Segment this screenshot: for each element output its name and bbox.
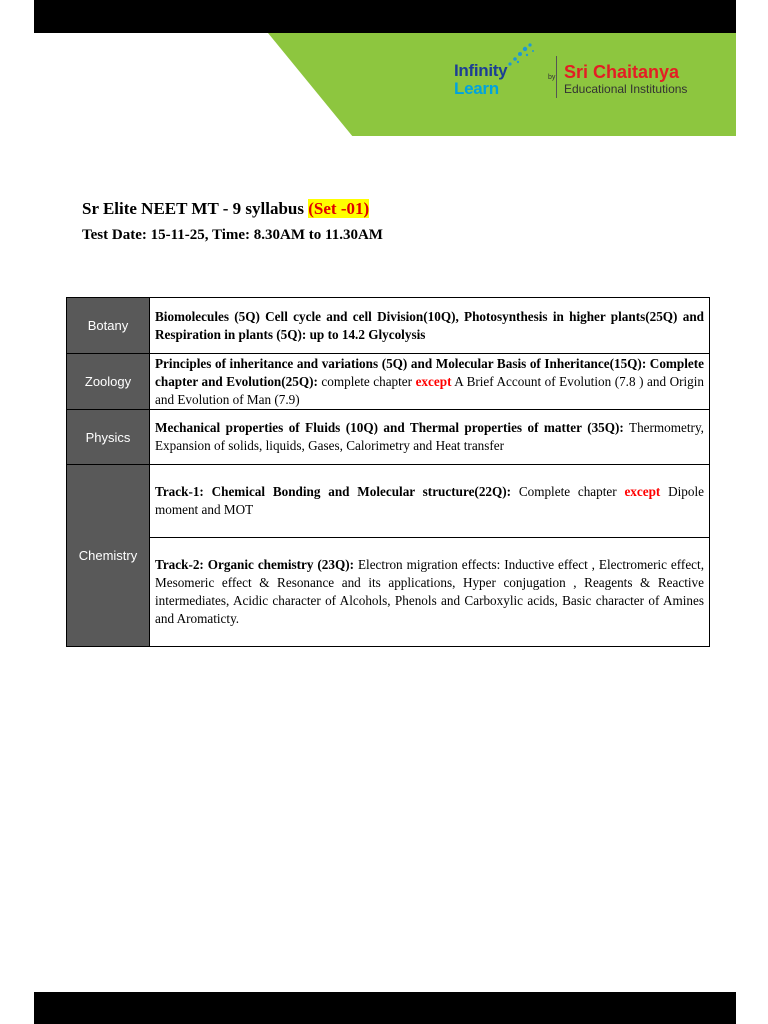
bottom-black-bar: [34, 992, 736, 1024]
syllabus-cell-botany: [150, 298, 710, 354]
physics-topics: Mechanical properties of Fluids (10Q) and Thermal properties of matter (35Q):: [155, 420, 624, 435]
set-label: (Set -01): [308, 199, 370, 218]
zoology-scope: complete chapter: [317, 373, 416, 389]
page-title: [82, 199, 369, 219]
table-row: [67, 538, 710, 647]
chemistry-track1-scope: Complete chapter: [511, 484, 625, 499]
botany-topics: Biomolecules (5Q) Cell cycle and cell Division(10Q), Photosynthesis in higher plants(25Q) and Respiration in plants (5Q): up to 14.2 Glycolysis: [155, 308, 704, 342]
zoology-except: except: [415, 373, 452, 389]
subject-cell-physics: Physics: [67, 410, 150, 465]
chemistry-track1-exclusions: Dipole moment and MOT: [155, 484, 704, 517]
physics-subtopics: Thermometry, Expansion of solids, liquids, Gases, Calorimetry and Heat transfer: [155, 420, 704, 453]
brand-learn: Learn: [454, 79, 499, 98]
brand-infinity: Infinity: [454, 61, 508, 80]
table-row: [67, 410, 710, 465]
title-text: Sr Elite NEET MT - 9 syllabus: [82, 199, 304, 218]
syllabus-cell-chemistry-track2: [150, 538, 710, 647]
chemistry-track2-subtopics: Electron migration effects: Inductive effect , Electromeric effect, Mesomeric effect & Resonance and its applications, Hyper conjugation , Reagents & Reactive intermediates, Acidic character of Alcohols, Phenols and Carboxylic acids, Basic character of Amines and Aromaticty.: [155, 557, 704, 626]
brand-by: by: [548, 74, 556, 81]
zoology-topics: Principles of inheritance and variations (5Q) and Molecular Basis of Inheritance(15Q): Complete chapter and Evolution(25Q):: [155, 355, 704, 389]
subject-cell-zoology: Zoology: [67, 354, 150, 410]
table-row: [67, 465, 710, 538]
syllabus-cell-chemistry-track1: [150, 465, 710, 538]
table-row: [67, 354, 710, 410]
chemistry-track1-except: except: [624, 484, 661, 499]
syllabus-cell-zoology: [150, 354, 710, 410]
institution-name: Sri Chaitanya: [564, 62, 680, 82]
subject-cell-chemistry: Chemistry: [67, 465, 150, 647]
syllabus-cell-physics: [150, 410, 710, 465]
institution-subtitle: Educational Institutions: [564, 82, 688, 96]
syllabus-table: [66, 297, 710, 647]
chemistry-track2-topics: Track-2: Organic chemistry (23Q):: [155, 557, 355, 572]
header-logo: [440, 40, 730, 110]
logo-divider: [556, 56, 557, 98]
table-row: [67, 298, 710, 354]
test-info: Test Date: 15-11-25, Time: 8.30AM to 11.30AM: [82, 227, 383, 243]
top-black-bar: [34, 0, 736, 33]
zoology-exclusions: A Brief Account of Evolution (7.8 ) and Origin and Evolution of Man (7.9): [155, 373, 704, 407]
subject-cell-botany: Botany: [67, 298, 150, 354]
chemistry-track1-topics: Track-1: Chemical Bonding and Molecular structure(22Q):: [155, 484, 512, 499]
